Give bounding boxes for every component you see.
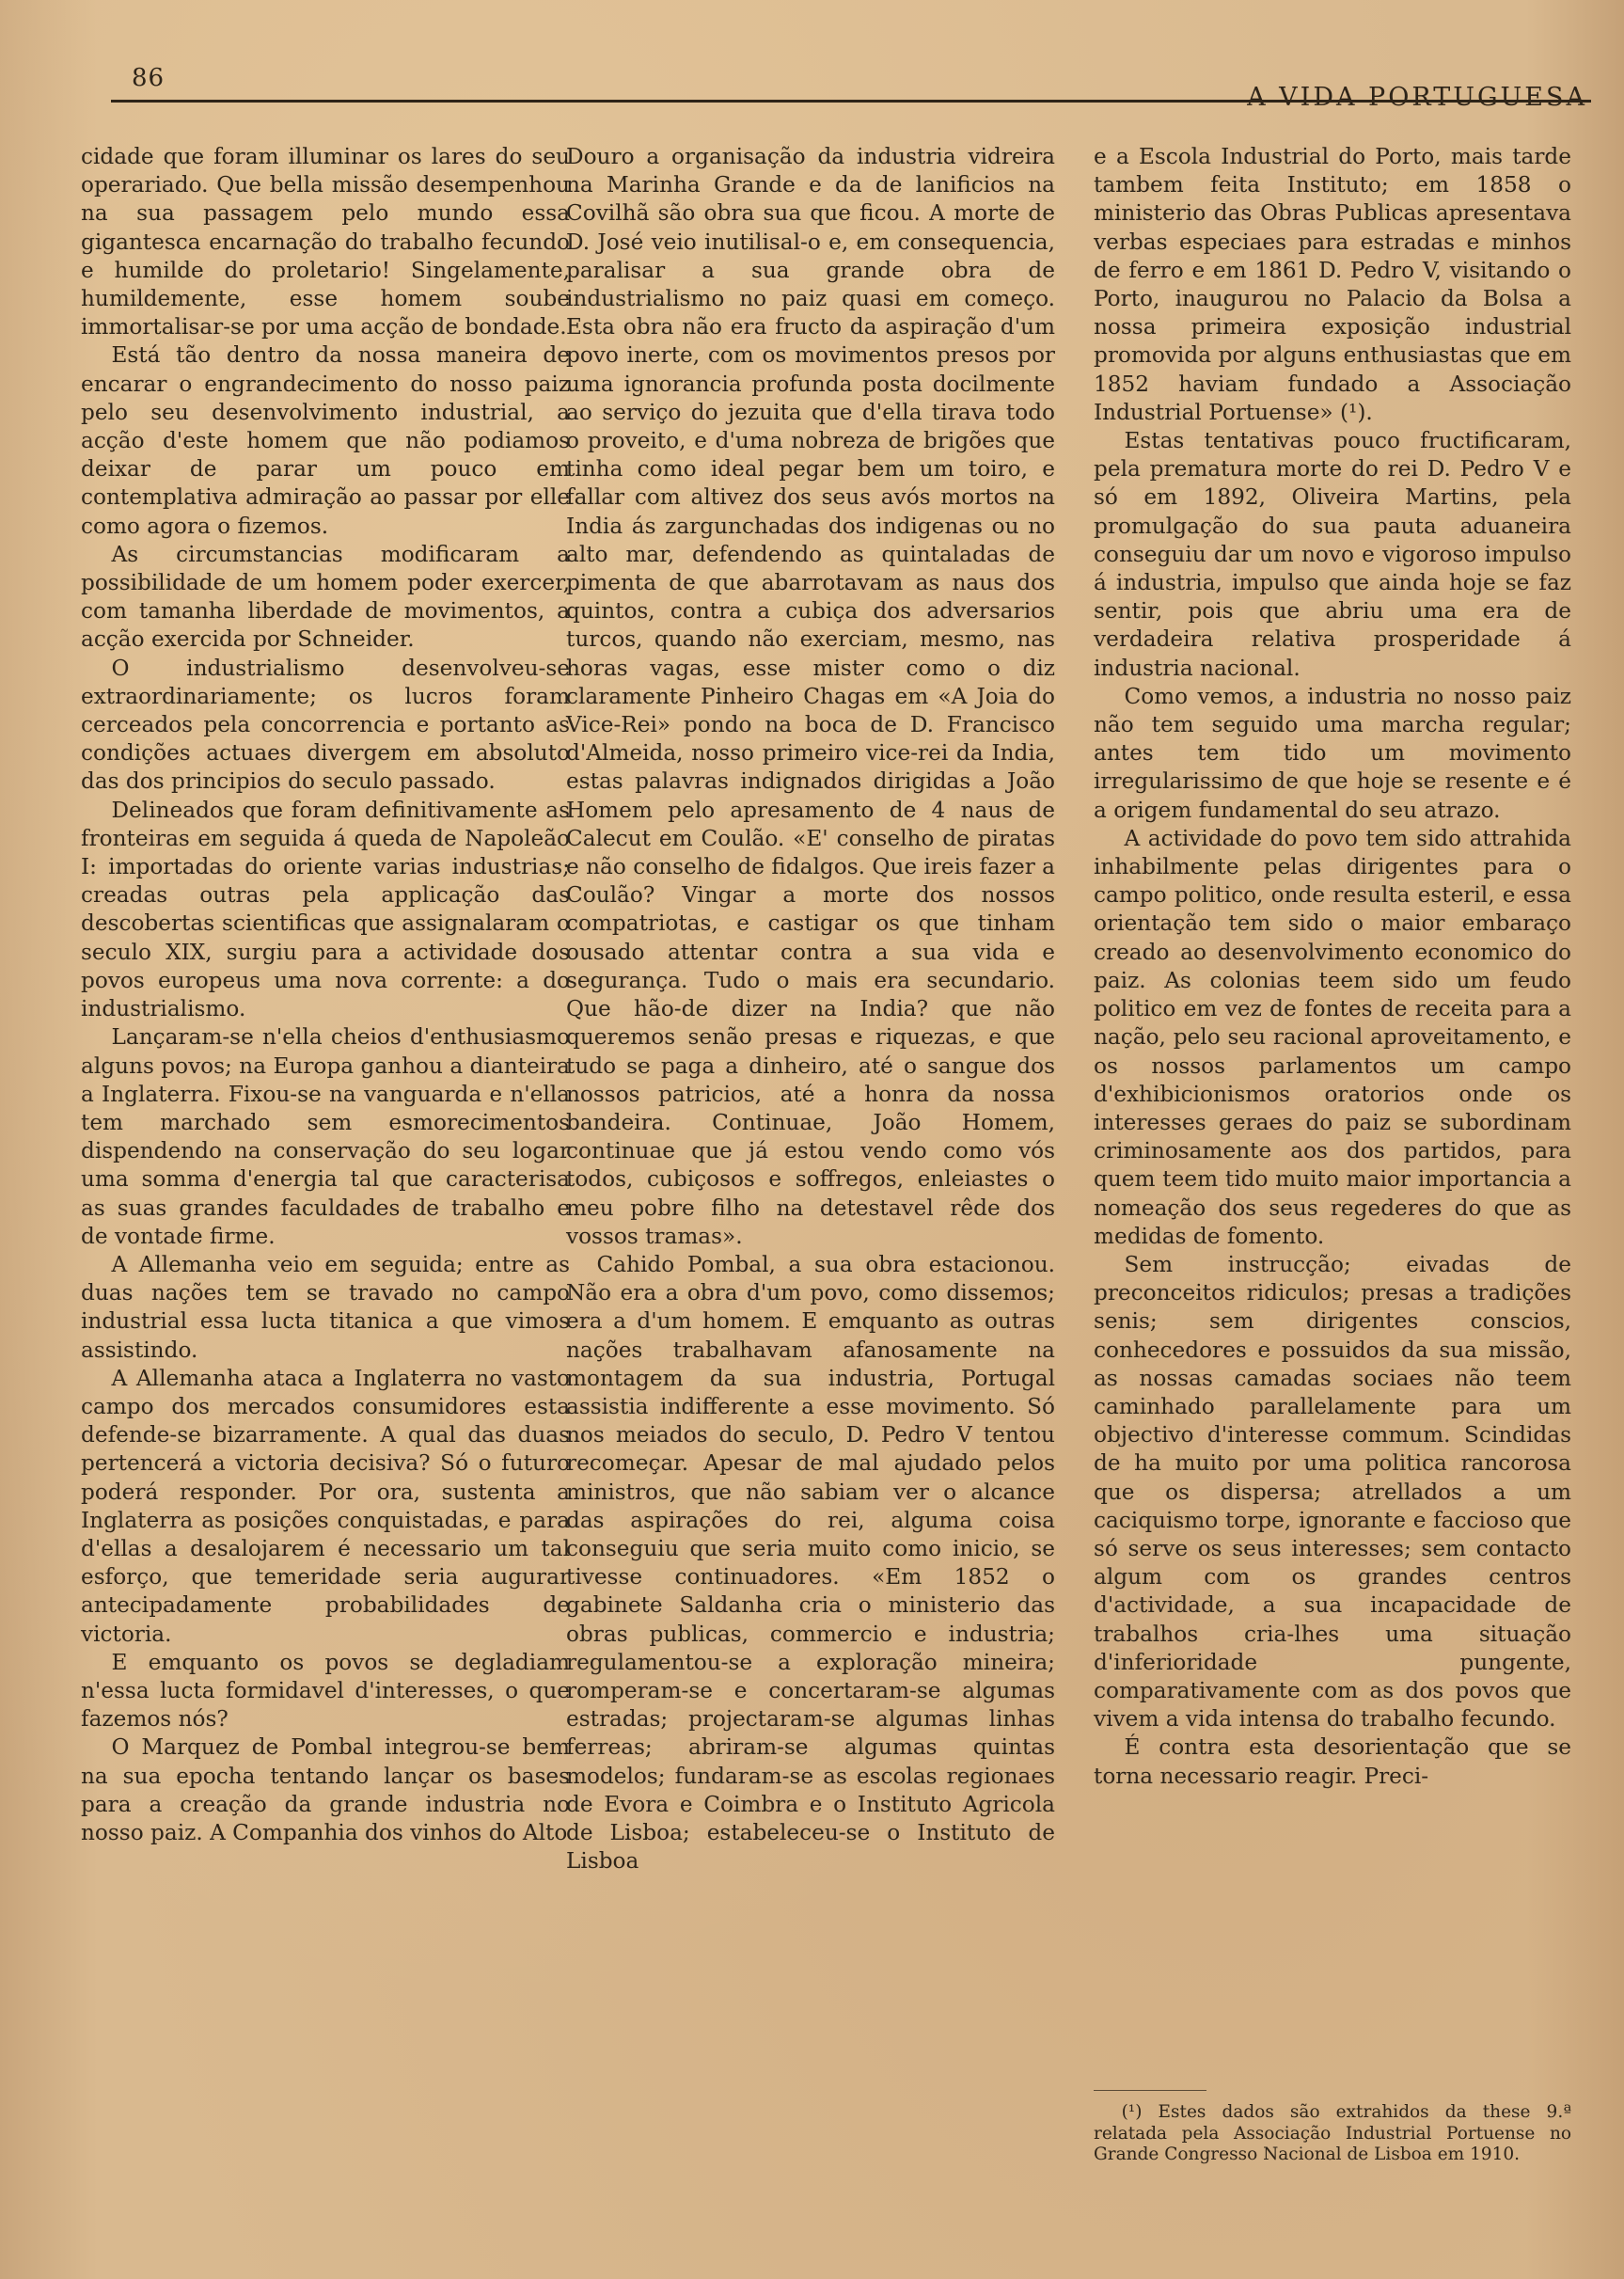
column-3 bbox=[1094, 143, 1571, 1791]
header-rule bbox=[111, 100, 1591, 103]
paragraph: Delineados que foram definitivamente as fronteiras em seguida á queda de Napoleão I: importadas do oriente varias industrias; creadas outras pela applicação das descobertas scientificas que assignalaram o seculo XIX, surgiu para a actividade dos povos europeus uma nova corrente: a do industrialismo. bbox=[81, 797, 570, 1022]
paragraph: cidade que foram illuminar os lares do seu operariado. Que bella missão desempenhou na sua passagem pelo mundo essa gigantesca encarnação do trabalho fecundo e humilde do proletario! Singelamente, humildemente, esse homem soube immortalisar-se por uma acção de bondade. bbox=[81, 144, 570, 340]
footnote bbox=[1094, 2102, 1571, 2166]
footnote-text: (¹) Estes dados são extrahidos da these 9.ª relatada pela Associação Industrial Portuense no Grande Congresso Nacional de Lisboa em 1910. bbox=[1094, 2102, 1571, 2164]
footnote-rule bbox=[1094, 2090, 1206, 2091]
paragraph: Cahido Pombal, a sua obra estacionou. Não era a obra d'um povo, como dissemos; era a d'um homem. E emquanto as outras nações trabalhavam afanosamente na montagem da sua industria, Portugal assistia indifferente a esse movimento. Só nos meiados do seculo, D. Pedro V tentou recomeçar. Apesar de mal ajudado pelos ministros, que não sabiam ver o alcance das aspirações do rei, alguma coisa conseguiu que seria muito como inicio, se tivesse continuadores. «Em 1852 o gabinete Saldanha cria o ministerio das obras publicas, commercio e industria; regulamentou-se a exploração mineira; romperam-se e concertaram-se algumas estradas; projectaram-se algumas linhas ferreas; abriram-se algumas quintas modelos; fundaram-se as escolas regionaes de Evora e Coimbra e o Instituto Agricola de Lisboa; estabeleceu-se o Instituto de Lisboa bbox=[566, 1251, 1055, 1875]
paragraph: Lançaram-se n'ella cheios d'enthusiasmo alguns povos; na Europa ganhou a dianteira a Inglaterra. Fixou-se na vanguarda e n'ella tem marchado sem esmorecimentos dispendendo na conservação do seu logar uma somma d'energia tal que caracterisa as suas grandes faculdades de trabalho e de vontade firme. bbox=[81, 1024, 570, 1249]
page-number: 86 bbox=[132, 64, 166, 92]
paragraph: E emquanto os povos se degladiam n'essa lucta formidavel d'interesses, o que fazemos nós? bbox=[81, 1649, 570, 1733]
paragraph: A actividade do povo tem sido attrahida inhabilmente pelas dirigentes para o campo politico, onde resulta esteril, e essa orientação tem sido o maior embaraço creado ao desenvolvimento economico do paiz. As colonias teem sido um feudo politico em vez de fontes de receita para a nação, pelo seu racional aproveitamento, e os nossos parlamentos um campo d'exhibicionismos oratorios onde os interesses geraes do paiz se subordinam criminosamente aos dos partidos, para quem teem tido muito maior importancia a nomeação dos seus regederes do que as medidas de fomento. bbox=[1094, 825, 1571, 1249]
paragraph: e a Escola Industrial do Porto, mais tarde tambem feita Instituto; em 1858 o ministerio das Obras Publicas apresentava verbas especiaes para estradas e minhos de ferro e em 1861 D. Pedro V, visitando o Porto, inaugurou no Palacio da Bolsa a nossa primeira exposição industrial promovida por alguns enthusiastas que em 1852 haviam fundado a Associação Industrial Portuense» (¹). bbox=[1094, 144, 1571, 425]
paragraph: O industrialismo desenvolveu-se extraordinariamente; os lucros foram cerceados pela concorrencia e portanto as condições actuaes divergem em absoluto das dos principios do seculo passado. bbox=[81, 655, 570, 795]
running-title: A VIDA PORTUGUESA bbox=[1247, 83, 1587, 112]
paragraph: Sem instrucção; eivadas de preconceitos ridiculos; presas a tradições senis; sem dirigentes conscios, conhecedores e possuidos da sua missão, as nossas camadas sociaes não teem caminhado parallelamente para um objectivo d'interesse commum. Scindidas de ha muito por uma politica rancorosa que os dispersa; atrellados a um caciquismo torpe, ignorante e faccioso que só serve os seus interesses; sem contacto algum com os grandes centros d'actividade, a sua incapacidade de trabalhos cria-lhes uma situação d'inferioridade pungente, comparativamente com as dos povos que vivem a vida intensa do trabalho fecundo. bbox=[1094, 1251, 1571, 1733]
paragraph: As circumstancias modificaram a possibilidade de um homem poder exercer, com tamanha liberdade de movimentos, a acção exercida por Schneider. bbox=[81, 541, 570, 653]
paragraph: Douro a organisação da industria vidreira na Marinha Grande e da de lanificios na Covilhã são obra sua que ficou. A morte de D. José veio inutilisal-o e, em consequencia, paralisar a sua grande obra de industrialismo no paiz quasi em começo. Esta obra não era fructo da aspiração d'um povo inerte, com os movimentos presos por uma ignorancia profunda posta docilmente ao serviço do jezuita que d'ella tirava todo o proveito, e d'uma nobreza de brigões que tinha como ideal pegar bem um toiro, e fallar com altivez dos seus avós mortos na India ás zargunchadas dos indigenas ou no alto mar, defendendo as quintaladas de pimenta de que abarrotavam as naus dos quintos, contra a cubiça dos adversarios turcos, quando não exerciam, mesmo, nas horas vagas, esse mister como o diz claramente Pinheiro Chagas em «A Joia do Vice-Rei» pondo na boca de D. Francisco d'Almeida, nosso primeiro vice-rei da India, estas palavras indignados dirigidas a João Homem pelo apresamento de 4 naus de Calecut em Coulão. «E' conselho de piratas e não conselho de fidalgos. Que ireis fazer a Coulão? Vingar a morte dos nossos compatriotas, e castigar os que tinham ousado attentar contra a sua vida e segurança. Tudo o mais era secundario. Que hão-de dizer na India? que não queremos senão presas e riquezas, e que tudo se paga a dinheiro, até o sangue dos nossos patricios, até a honra da nossa bandeira. Continuae, João Homem, continuae que já estou vendo como vós todos, cubiçosos e soffregos, enleiastes o meu pobre filho na detestavel rêde dos vossos tramas». bbox=[566, 144, 1055, 1249]
paragraph: Como vemos, a industria no nosso paiz não tem seguido uma marcha regular; antes tem tido um movimento irregularissimo de que hoje se resente e é a origem fundamental do seu atrazo. bbox=[1094, 683, 1571, 823]
paragraph: A Allemanha ataca a Inglaterra no vasto campo dos mercados consumidores esta defende-se bizarramente. A qual das duas pertencerá a victoria decisiva? Só o futuro poderá responder. Por ora, sustenta a Inglaterra as posições conquistadas, e para d'ellas a desalojarem é necessario um tal esforço, que temeridade seria augurar antecipadamente probabilidades de victoria. bbox=[81, 1365, 570, 1647]
paragraph: Está tão dentro da nossa maneira de encarar o engrandecimento do nosso paiz pelo seu desenvolvimento industrial, a acção d'este homem que não podiamos deixar de parar um pouco em contemplativa admiração ao passar por elle como agora o fizemos. bbox=[81, 342, 570, 539]
paragraph: Estas tentativas pouco fructificaram, pela prematura morte do rei D. Pedro V e só em 1892, Oliveira Martins, pela promulgação do sua pauta aduaneira conseguiu dar um novo e vigoroso impulso á industria, impulso que ainda hoje se faz sentir, pois que abriu uma era de verdadeira relativa prosperidade á industria nacional. bbox=[1094, 428, 1571, 681]
paragraph: O Marquez de Pombal integrou-se bem na sua epocha tentando lançar os bases para a creação da grande industria no nosso paiz. A Companhia dos vinhos do Alto bbox=[81, 1734, 570, 1845]
paragraph: A Allemanha veio em seguida; entre as duas nações tem se travado no campo industrial essa lucta titanica a que vimos assistindo. bbox=[81, 1251, 570, 1363]
paragraph: É contra esta desorientação que se torna necessario reagir. Preci- bbox=[1094, 1734, 1571, 1789]
column-1 bbox=[81, 143, 570, 1847]
column-2 bbox=[566, 143, 1055, 1875]
